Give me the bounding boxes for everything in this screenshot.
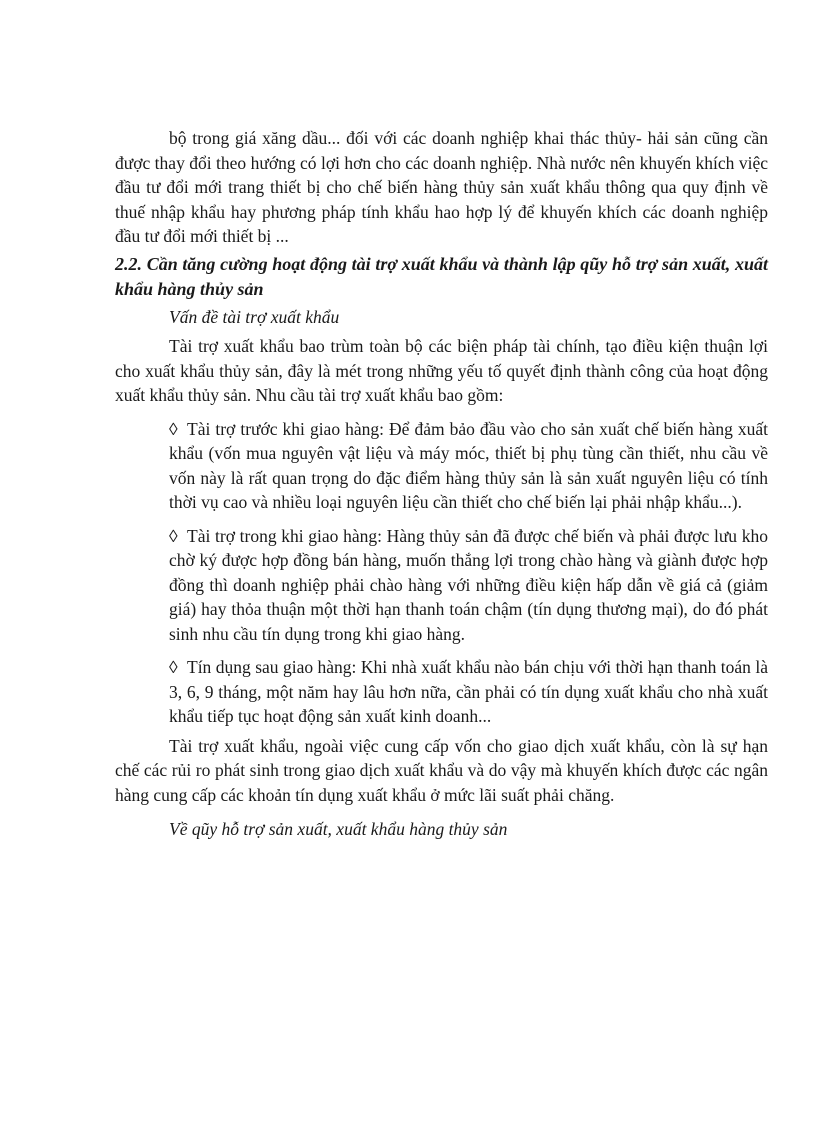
export-financing-summary-paragraph: Tài trợ xuất khẩu, ngoài việc cung cấp vốn cho giao dịch xuất khẩu, còn là sự hạn chế các rủi ro phát sinh trong giao dịch xuất khẩu và do vậy mà khuyến khích được các ngân hàng cung cấp các khoản tín dụng xuất khẩu ở mức lãi suất phải chăng. [115,735,768,805]
export-financing-paragraph: Tài trợ xuất khẩu bao trùm toàn bộ các biện pháp tài chính, tạo điều kiện thuận lợi cho xuất khẩu thủy sản, đây là mét trong những yếu tố quyết định thành công của hoạt động xuất khẩu thủy sản. Nhu cầu tài trợ xuất khẩu bao gồm: [115,336,768,405]
bullet-text: Tài trợ trước khi giao hàng: Để đảm bảo đầu vào cho sản xuất chế biến hàng xuất khẩu (vốn mua nguyên vật liệu và máy móc, thiết bị phụ tùng cần thiết, nhu cầu về vốn này là rất quan trọng do đặc điểm hàng thủy sản là sản xuất nguyên liệu có tính thời vụ cao và nhiều loại nguyên liệu cần thiết cho chế biến lại phải nhập khẩu...). [169,418,768,512]
bullet-text: Tín dụng sau giao hàng: Khi nhà xuất khẩu nào bán chịu với thời hạn thanh toán là 3, 6, 9 tháng, một năm hay lâu hơn nữa, cần phải có tín dụng xuất khẩu cho nhà xuất khẩu tiếp tục hoạt động sản xuất kinh doanh... [169,657,768,726]
bullet-item-post-shipment [169,655,768,729]
intro-paragraph: bộ trong giá xăng dầu... đối với các doanh nghiệp khai thác thủy- hải sản cũng cần được thay đổi theo hướng có lợi hơn cho các doanh nghiệp. Nhà nước nên khuyến khích việc đầu tư đổi mới trang thiết bị cho chế biến hàng thủy sản xuất khẩu thông qua quy định về thuế nhập khẩu hay phương pháp tính khẩu hao hợp lý để khuyến khích các doanh nghiệp đầu tư đổi mới thiết bị ... [115,128,768,246]
diamond-bullet-icon: ◊ [169,418,178,439]
bullet-item-pre-shipment [169,417,768,515]
document-page [115,126,768,842]
subheading-support-fund: Về qũy hỗ trợ sản xuất, xuất khẩu hàng thủy sản [169,819,508,839]
diamond-bullet-icon: ◊ [169,657,178,677]
subheading-export-financing: Vấn đề tài trợ xuất khẩu [169,306,340,327]
section-heading: 2.2. Cần tăng cường hoạt động tài trợ xuất khẩu và thành lập qũy hỗ trợ sản xuất, xuất khẩu hàng thủy sản [115,253,768,299]
bullet-text: Tài trợ trong khi giao hàng: Hàng thủy sản đã được chế biến và phải được lưu kho chờ ký được hợp đồng bán hàng, muốn thắng lợi trong chào hàng và giành được hợp đồng thì doanh nghiệp phải chào hàng với những điều kiện hấp dẫn về giá cả (giảm giá) hay thỏa thuận một thời hạn thanh toán chậm (tín dụng thương mại), do đó phát sinh nhu cầu tín dụng trong khi giao hàng. [169,525,768,644]
diamond-bullet-icon: ◊ [169,525,178,546]
bullet-item-during-shipment [169,524,768,647]
